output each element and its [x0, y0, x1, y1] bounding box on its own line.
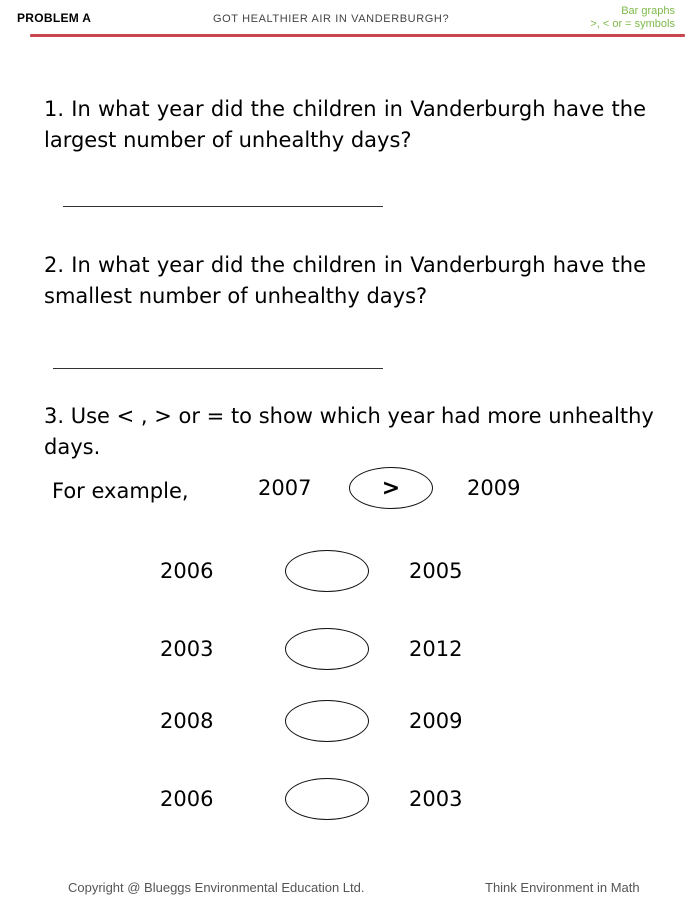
header-divider — [30, 34, 685, 37]
comparison-answer-oval[interactable] — [285, 700, 369, 742]
problem-label: PROBLEM A — [17, 11, 92, 25]
worksheet-title: GOT HEALTHIER AIR IN VANDERBURGH? — [213, 13, 450, 25]
comparison-left-year: 2006 — [160, 787, 214, 811]
example-left-year: 2007 — [258, 476, 312, 500]
comparison-right-year: 2012 — [409, 637, 463, 661]
question-2: 2. In what year did the children in Vanderburgh have the smallest number of unhealthy days? — [44, 253, 646, 308]
comparison-left-year: 2006 — [160, 559, 214, 583]
comparison-right-year: 2003 — [409, 787, 463, 811]
question-3: 3. Use < , > or = to show which year had more unhealthy days. — [44, 404, 654, 459]
comparison-left-year: 2003 — [160, 637, 214, 661]
answer-line-1[interactable] — [63, 206, 383, 207]
comparison-answer-oval[interactable] — [285, 778, 369, 820]
example-right-year: 2009 — [467, 476, 521, 500]
comparison-right-year: 2009 — [409, 709, 463, 733]
comparison-left-year: 2008 — [160, 709, 214, 733]
series-name: Think Environment in Math — [485, 880, 640, 895]
comparison-right-year: 2005 — [409, 559, 463, 583]
question-1: 1. In what year did the children in Vanderburgh have the largest number of unhealthy days? — [44, 97, 646, 152]
example-label: For example, — [52, 479, 189, 503]
comparison-answer-oval[interactable] — [285, 628, 369, 670]
example-symbol: > — [381, 475, 401, 501]
topic-tag-bar-graphs: Bar graphs — [621, 5, 675, 17]
copyright-notice: Copyright @ Blueggs Environmental Education Ltd. — [68, 880, 365, 895]
example-symbol-oval — [349, 467, 433, 509]
answer-line-2[interactable] — [53, 368, 383, 369]
topic-tag-symbols: >, < or = symbols — [590, 18, 675, 30]
topic-tags — [590, 5, 675, 31]
comparison-answer-oval[interactable] — [285, 550, 369, 592]
